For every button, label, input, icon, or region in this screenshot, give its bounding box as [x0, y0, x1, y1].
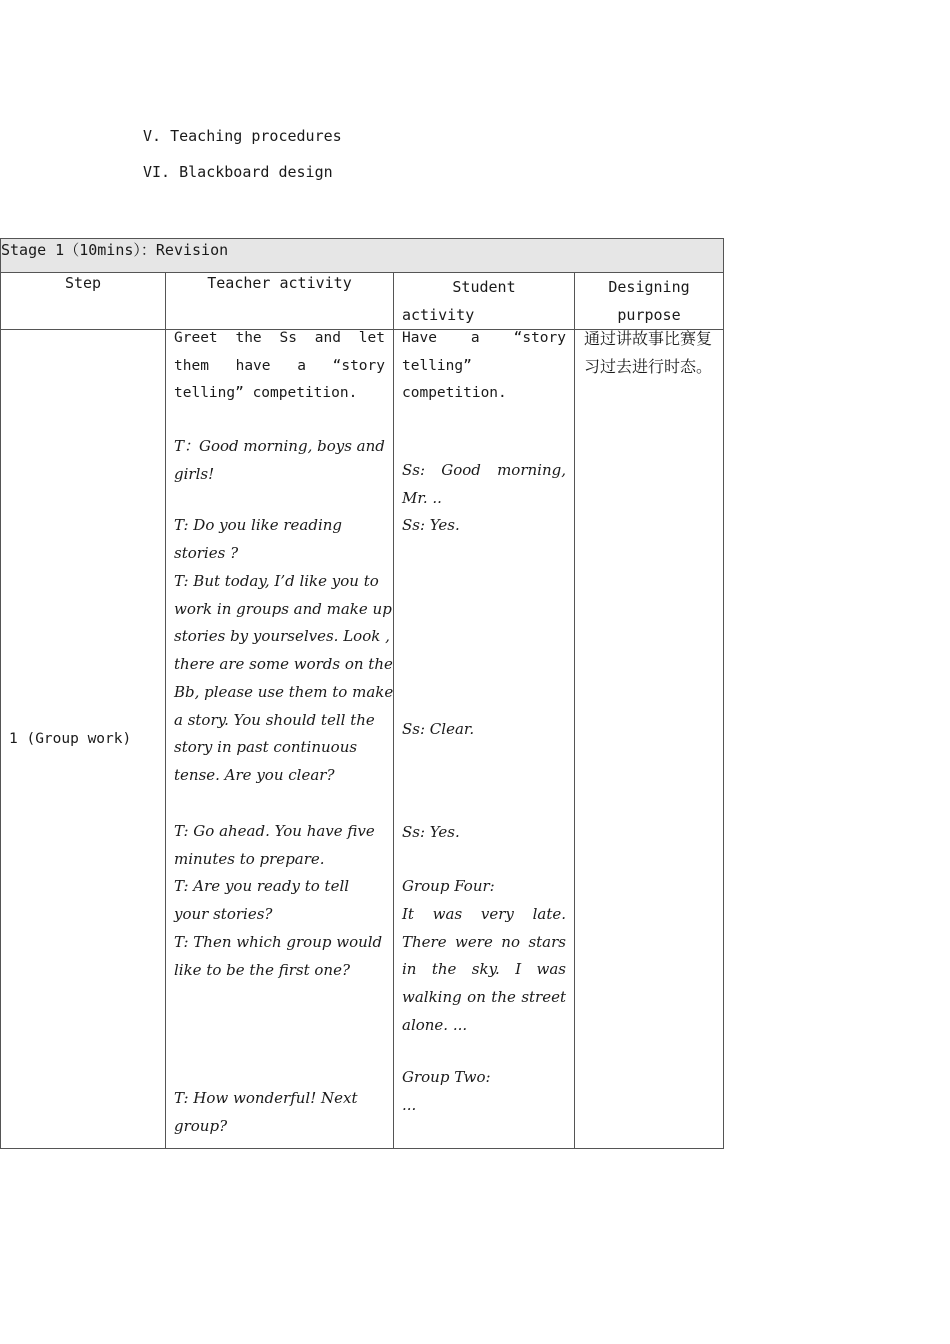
- teacher-line-ready: T: Are you ready to tell your stories?: [174, 877, 350, 923]
- teacher-line-go-ahead: T: Go ahead. You have five minutes to prepare.: [174, 822, 375, 868]
- teacher-line-instructions: T: But today, I’d like you to work in groups and make up stories by yourselves. Look , there are some words on the Bb, please use them to make a story. You should tell the story in past continuous tense. Are you clear?: [174, 572, 394, 784]
- header-designing-purpose: [575, 273, 724, 330]
- teacher-line-greeting: T：Good morning, boys and girls!: [174, 437, 385, 483]
- header-step: Step: [1, 273, 166, 330]
- teacher-intro: Greet the Ss and let them have a “story telling” competition.: [174, 330, 385, 402]
- teaching-procedure-table: [0, 238, 724, 1149]
- student-activity-cell: [394, 330, 575, 1149]
- student-group-two-label: Group Two:: [402, 1068, 491, 1086]
- student-intro: Have a “story telling” competition.: [402, 330, 566, 402]
- header-purpose-line1: Designing: [608, 278, 690, 296]
- header-row: [1, 273, 724, 330]
- student-group-four-story: It was very late. There were no stars in the sky. I was walking on the street alone. ...: [402, 905, 566, 1034]
- step-row: [1, 330, 724, 1149]
- student-group-two-story: ...: [402, 1096, 417, 1114]
- teacher-line-next-group: T: How wonderful! Next group?: [174, 1089, 358, 1135]
- student-line-yes-1: Ss: Yes.: [402, 516, 460, 534]
- student-group-four-label: Group Four:: [402, 877, 495, 895]
- stage-row: [1, 239, 724, 273]
- header-teacher-activity: Teacher activity: [166, 273, 394, 330]
- header-purpose-line2: purpose: [617, 306, 681, 324]
- teacher-activity-cell: [166, 330, 394, 1149]
- teacher-line-first-group: T: Then which group would like to be the first one?: [174, 933, 383, 979]
- teacher-line-reading: T: Do you like reading stories ?: [174, 516, 343, 562]
- header-student-activity: [394, 273, 575, 330]
- purpose-text: 通过讲故事比赛复习过去进行时态。: [584, 329, 713, 376]
- student-line-yes-2: Ss: Yes.: [402, 823, 460, 841]
- header-student-line2: activity: [402, 306, 475, 324]
- section-heading-blackboard-design: VI. Blackboard design: [143, 163, 333, 181]
- student-line-clear: Ss: Clear.: [402, 720, 475, 738]
- header-student-line1: Student: [452, 278, 516, 296]
- student-line-greeting: Ss: Good morning, Mr. ..: [402, 461, 566, 507]
- stage-title: Stage 1（10mins）：Revision: [1, 239, 724, 273]
- designing-purpose-cell: [575, 330, 724, 1149]
- step-cell: 1 (Group work): [1, 330, 166, 1149]
- section-heading-teaching-procedures: V. Teaching procedures: [143, 127, 342, 145]
